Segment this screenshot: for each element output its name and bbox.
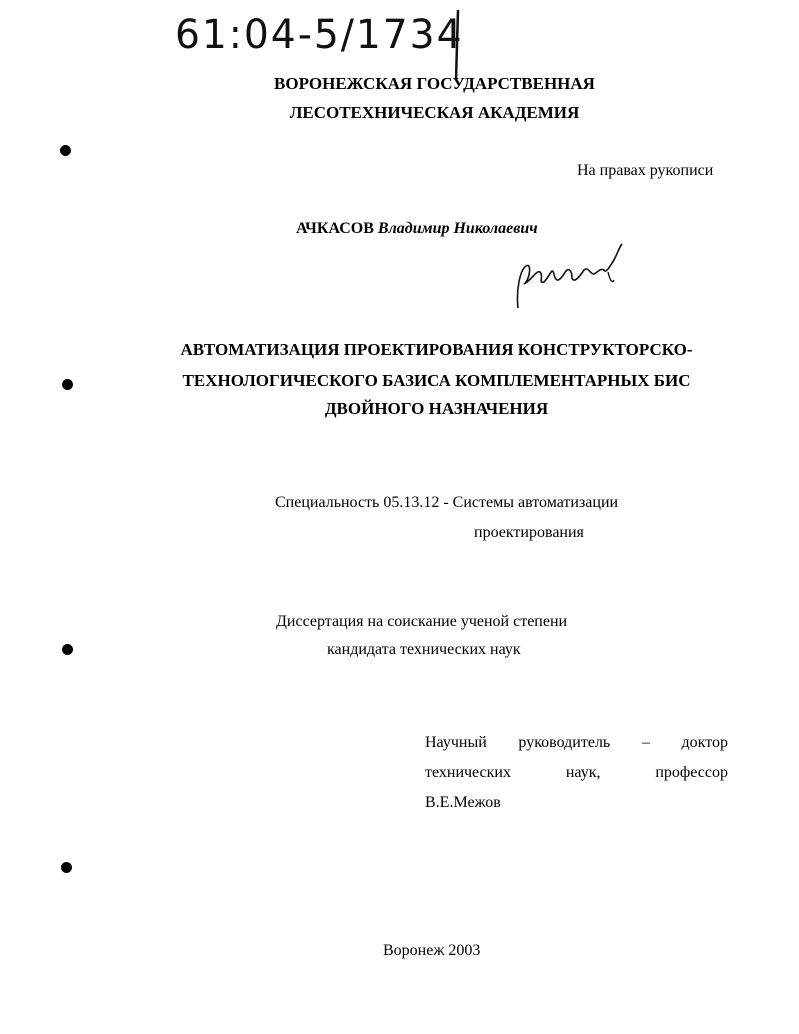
advisor-word: наук,	[565, 764, 601, 781]
institution-line-1: ВОРОНЕЖСКАЯ ГОСУДАРСТВЕННАЯ	[274, 74, 595, 93]
advisor-line-2	[425, 764, 728, 782]
advisor-word: профессор	[655, 764, 728, 781]
binding-hole-mark	[61, 862, 72, 873]
footer-place-year: Воронеж 2003	[383, 942, 481, 959]
author-signature	[510, 240, 630, 315]
binding-hole-mark	[60, 145, 71, 156]
dissertation-line-1: Диссертация на соискание ученой степени	[276, 613, 568, 630]
title-line-1: АВТОМАТИЗАЦИЯ ПРОЕКТИРОВАНИЯ КОНСТРУКТОРСКО-	[180, 340, 693, 359]
binding-hole-mark	[62, 644, 73, 655]
advisor-line-1	[425, 734, 728, 752]
dissertation-line-2: кандидата технических наук	[327, 641, 521, 658]
binding-hole-mark	[62, 379, 73, 390]
author-name	[296, 220, 538, 238]
advisor-word: Научный	[425, 734, 487, 751]
advisor-word: –	[641, 734, 650, 751]
advisor-word: руководитель	[518, 734, 611, 751]
specialty-line-1: Специальность 05.13.12 - Системы автоматизации	[275, 494, 619, 511]
advisor-line-3: В.Е.Межов	[425, 794, 501, 811]
advisor-word: доктор	[681, 734, 728, 751]
handwritten-stroke	[448, 8, 468, 83]
specialty-line-2: проектирования	[474, 524, 584, 541]
title-line-2: ТЕХНОЛОГИЧЕСКОГО БАЗИСА КОМПЛЕМЕНТАРНЫХ БИС	[182, 371, 691, 390]
institution-line-2: ЛЕСОТЕХНИЧЕСКАЯ АКАДЕМИЯ	[289, 103, 580, 122]
advisor-word: технических	[425, 764, 511, 781]
rights-note: На правах рукописи	[577, 162, 714, 179]
author-given-names: Владимир Николаевич	[377, 220, 538, 237]
author-surname: АЧКАСОВ	[296, 220, 374, 237]
title-line-3: ДВОЙНОГО НАЗНАЧЕНИЯ	[324, 399, 549, 418]
handwritten-number: 61:04-5/1734	[174, 12, 464, 58]
